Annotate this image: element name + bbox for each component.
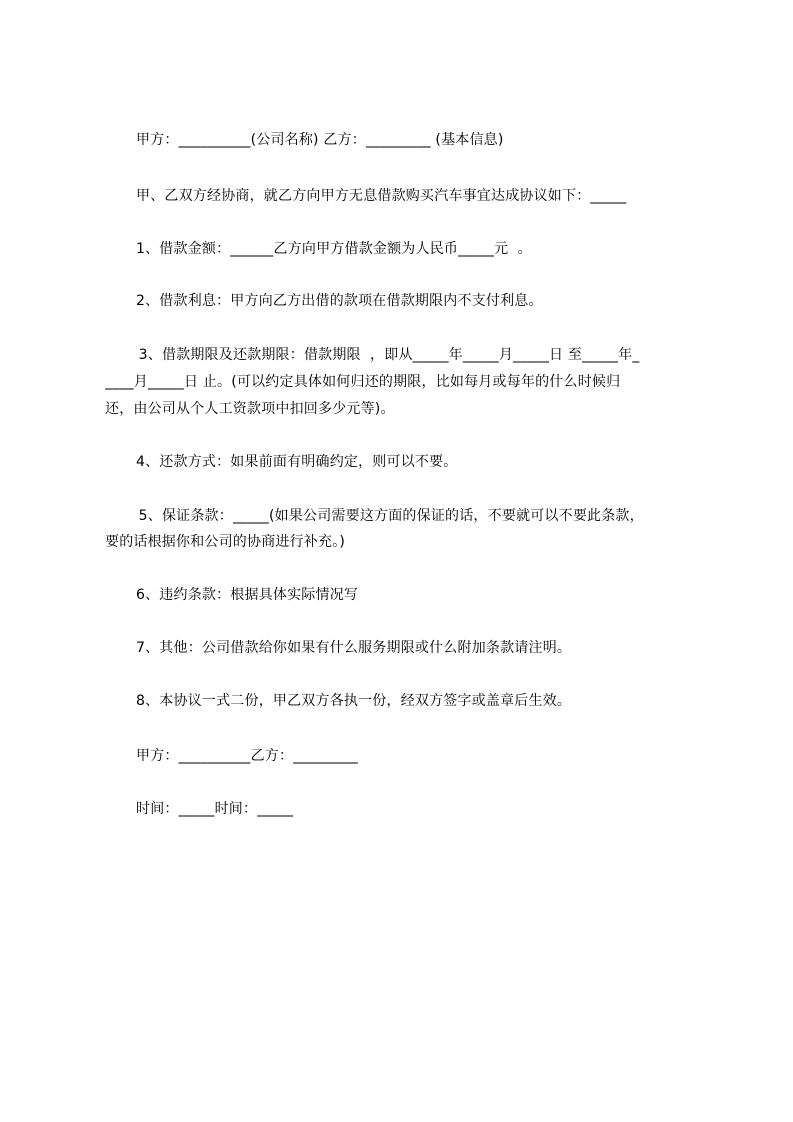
clause-7: 7、其他：公司借款给你如果有什么服务期限或什么附加条款请注明。 [136,640,572,656]
clause-1: 1、借款金额：______乙方向甲方借款金额为人民币_____元 。 [136,241,532,257]
clause-4: 4、还款方式：如果前面有明确约定，则可以不要。 [136,454,458,470]
clause-3-line-2: ____月_____日 止。(可以约定具体如何归还的期限，比如每月或每年的什么时候归 [105,374,621,390]
clause-3-line-1: 3、借款期限及还款期限：借款期限 ，即从_____年_____月_____日 至_____年_ [134,347,640,363]
clause-8: 8、本协议一式二份，甲乙双方各执一份，经双方签字或盖章后生效。 [136,693,572,709]
clause-5-line-2: 要的话根据你和公司的协商进行补充。) [105,534,346,550]
clause-2: 2、借款利息：甲方向乙方出借的款项在借款期限内不支付利息。 [136,293,543,309]
intro-paragraph: 甲、乙双方经协商，就乙方向甲方无息借款购买汽车事宜达成协议如下：_____ [136,188,627,204]
signature-parties: 甲方：__________乙方：_________ [136,748,358,764]
signature-dates: 时间：_____时间：_____ [136,801,294,817]
clause-5-line-1: 5、保证条款：_____(如果公司需要这方面的保证的话，不要就可以不要此条款， [134,508,644,524]
clause-6: 6、违约条款：根据具体实际情况写 [136,587,359,603]
clause-3-line-3: 还，由公司从个人工资款项中扣回多少元等)。 [105,401,395,417]
header-parties: 甲方：__________(公司名称) 乙方：_________ (基本信息) [136,132,504,148]
